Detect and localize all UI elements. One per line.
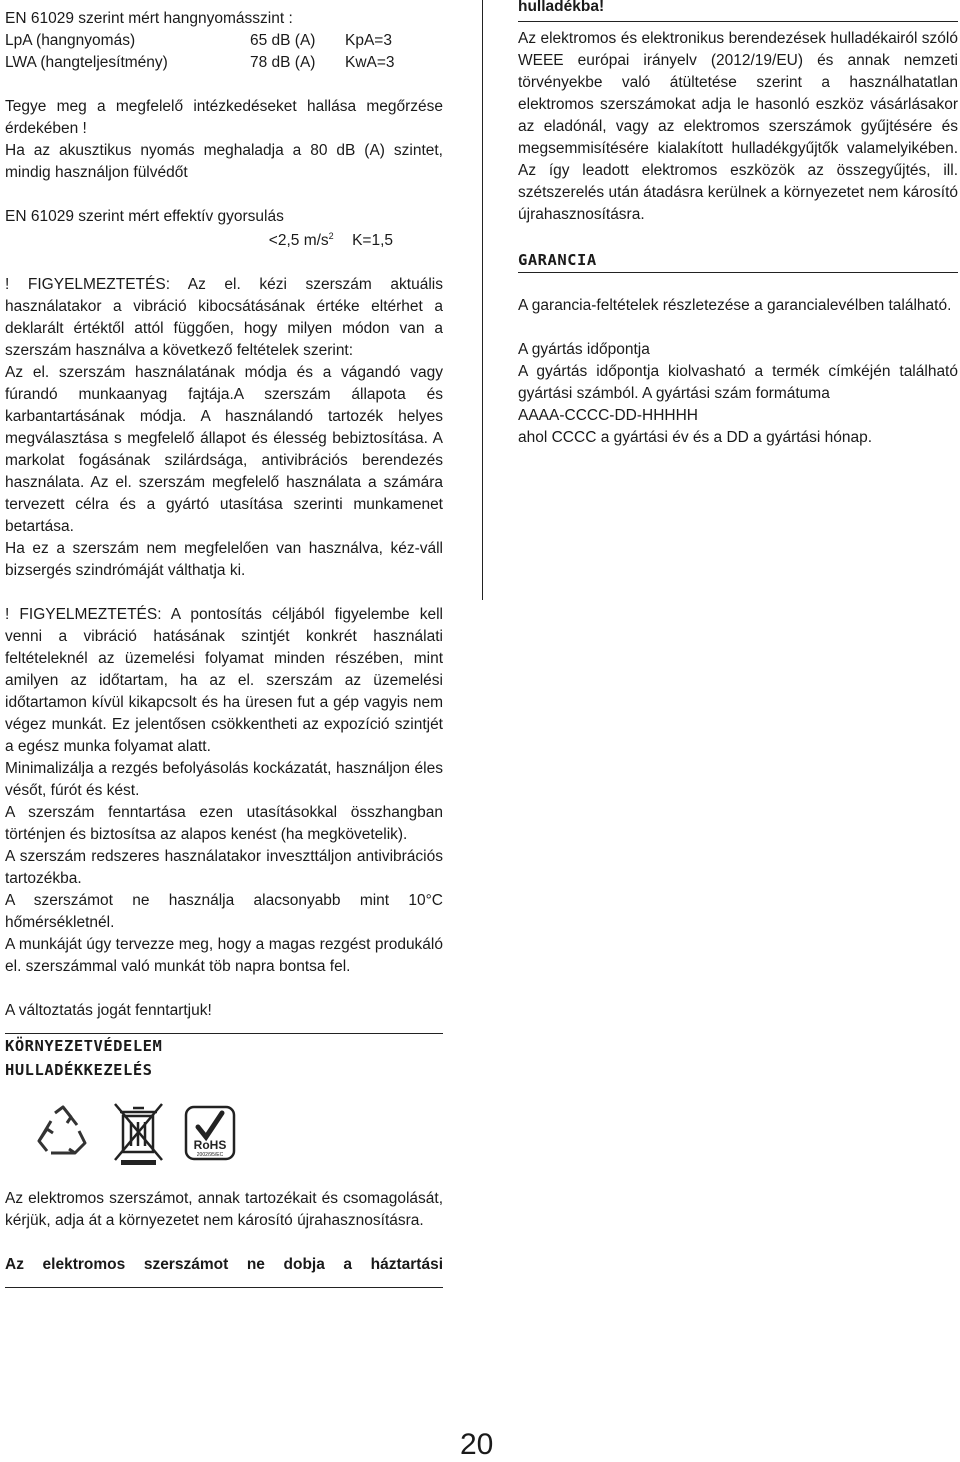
noise-row-lwa [5, 52, 443, 74]
weee-paragraph: Az elektromos és elektronikus berendezések hulladékairól szóló WEEE európai irányelv (2012/19/EU) és annak nemzeti törvényekbe való átültetése szerint a használhatatlan elektromos szerszámokat adja le hasonló eszköz vásárlásakor az eladónál, vagy az elektromos szerszámok gyűjtésére és megsemmisítésére kialakított hulladékgyűjtők valamelyikében. Az így leadott elektromos eszközök az összegyűjtés, ill. szétszerelés után átadásra kerülnek a környezetet nem károsító újrahasznosításra. [518, 30, 958, 223]
guarantee-paragraph: A garancia-feltételek részletezése a garancialevélben található. [518, 297, 952, 314]
right-column [518, 0, 958, 449]
vibration-unit-exponent: 2 [328, 230, 334, 241]
hearing-paragraph-1: Tegye meg a megfelelő intézkedéseket hallása megőrzése érdekében ! [5, 98, 443, 137]
vibration-value: <2,5 m/s [268, 232, 329, 249]
hearing-paragraph-2: Ha az akusztikus nyomás meghaladja a 80 dB (A) szintet, mindig használjon fülvédőt [5, 142, 443, 181]
date-title: A gyártás időpontja [518, 341, 650, 358]
crossed-bin-icon [111, 1100, 166, 1166]
vibration-k: K=1,5 [352, 232, 393, 249]
rohs-sub: 2002/95/EC [196, 1152, 224, 1158]
recycle-icon [33, 1103, 93, 1163]
continuation-bold: hulladékba! [518, 0, 605, 15]
left-column [5, 8, 443, 1288]
date-note: ahol CCCC a gyártási év és a DD a gyártási hónap. [518, 429, 873, 446]
tip-paragraph-4: A szerszámot ne használja alacsonyabb mint 10°C hőmérsékletnél. [5, 892, 443, 931]
tip-paragraph-5: A munkáját úgy tervezze meg, hogy a magas rezgést produkáló el. szerszámmal való munkát töb napra bontsa fel. [5, 936, 443, 975]
noise-title: EN 61029 szerint mért hangnyomásszint : [5, 10, 293, 27]
noise-k: KpA=3 [345, 32, 392, 49]
tip-paragraph-1: Minimalizálja a rezgés befolyásolás kockázatát, használjon éles vésőt, fúrót és kést. [5, 760, 443, 799]
date-format: AAAA-CCCC-DD-HHHHH [518, 407, 698, 424]
column-divider [482, 0, 483, 600]
vibration-value-row [5, 230, 443, 252]
env-heading-1: KÖRNYEZETVÉDELEM [5, 1037, 163, 1055]
warning-paragraph-1c: Ha ez a szerszám nem megfelelően van használva, kéz-váll bizsergés szindrómáját válthatja ki. [5, 540, 443, 579]
rohs-icon [184, 1105, 236, 1161]
warning-paragraph-2: ! FIGYELMEZTETÉS: A pontosítás céljából figyelembe kell venni a vibráció hatásának szintjét konkrét használati feltételeknél az üzemelési folyamat minden részében, mint amilyen az időtartam, ha az el. szerszám az üzemelési időtartamon kívül kikapcsolt és ha üresen fut a gép vagyis nem végez munkát. Ez jelentősen csökkentheti az expozíció szintjét a egész munka folyamat alatt. [5, 606, 443, 755]
section-rule-top [518, 21, 958, 22]
tip-paragraph-2: A szerszám fenntartása ezen utasításokkal összhangban történjen és biztosítsa az alapos kenést (ha megkövetelik). [5, 804, 443, 843]
warning-paragraph-1: ! FIGYELMEZTETÉS: Az el. kézi szerszám aktuális használatakor a vibráció kibocsátásának értéke eltérhet a deklarált értéktől attól függően, hogy milyen módon van a szerszám használva a következő feltételek szerint: [5, 276, 443, 359]
vibration-title: EN 61029 szerint mért effektív gyorsulás [5, 208, 284, 225]
noise-value: 78 dB (A) [250, 54, 316, 71]
noise-row-lpa [5, 30, 443, 52]
env-paragraph-2: Az elektromos szerszámot ne dobja a háztartási [5, 1256, 443, 1273]
date-paragraph: A gyártás időpontja kiolvasható a termék címkéjén található gyártási számból. A gyártási szám formátuma [518, 363, 958, 402]
tip-paragraph-3: A szerszám redszeres használatakor inveszttáljon antivibrációs tartozékba. [5, 848, 443, 887]
section-rule-bottom [5, 1287, 443, 1288]
change-rights: A változtatás jogát fenntartjuk! [5, 1002, 212, 1019]
noise-value: 65 dB (A) [250, 32, 316, 49]
warning-paragraph-1b: Az el. szerszám használatának módja és a vágandó vagy fúrandó munkaanyag fajtája.A szerszám állapota és karbantartásának módja. A használandó tartozék helyes megválasztása s megfelelő állapot és élesség bebiztosítása. A markolat fogásának szilárdsága, antivibrációs berendezés használata. Az el. szerszám megfelelő használata a számára tervezett célra és a gyártó utasítása szerinti munkamenet betartása. [5, 364, 443, 535]
guarantee-heading: GARANCIA [518, 251, 597, 269]
env-heading-2: HULLADÉKKEZELÉS [5, 1061, 153, 1079]
rohs-label: RoHS [193, 1138, 227, 1152]
noise-label: LpA (hangnyomás) [5, 32, 136, 49]
page-number: 20 [460, 1428, 494, 1461]
disposal-icons [33, 1100, 443, 1166]
env-paragraph-1: Az elektromos szerszámot, annak tartozékait és csomagolását, kérjük, adja át a környezetet nem károsító újrahasznosításra. [5, 1190, 443, 1229]
noise-k: KwA=3 [345, 54, 395, 71]
noise-label: LWA (hangteljesítmény) [5, 54, 168, 71]
